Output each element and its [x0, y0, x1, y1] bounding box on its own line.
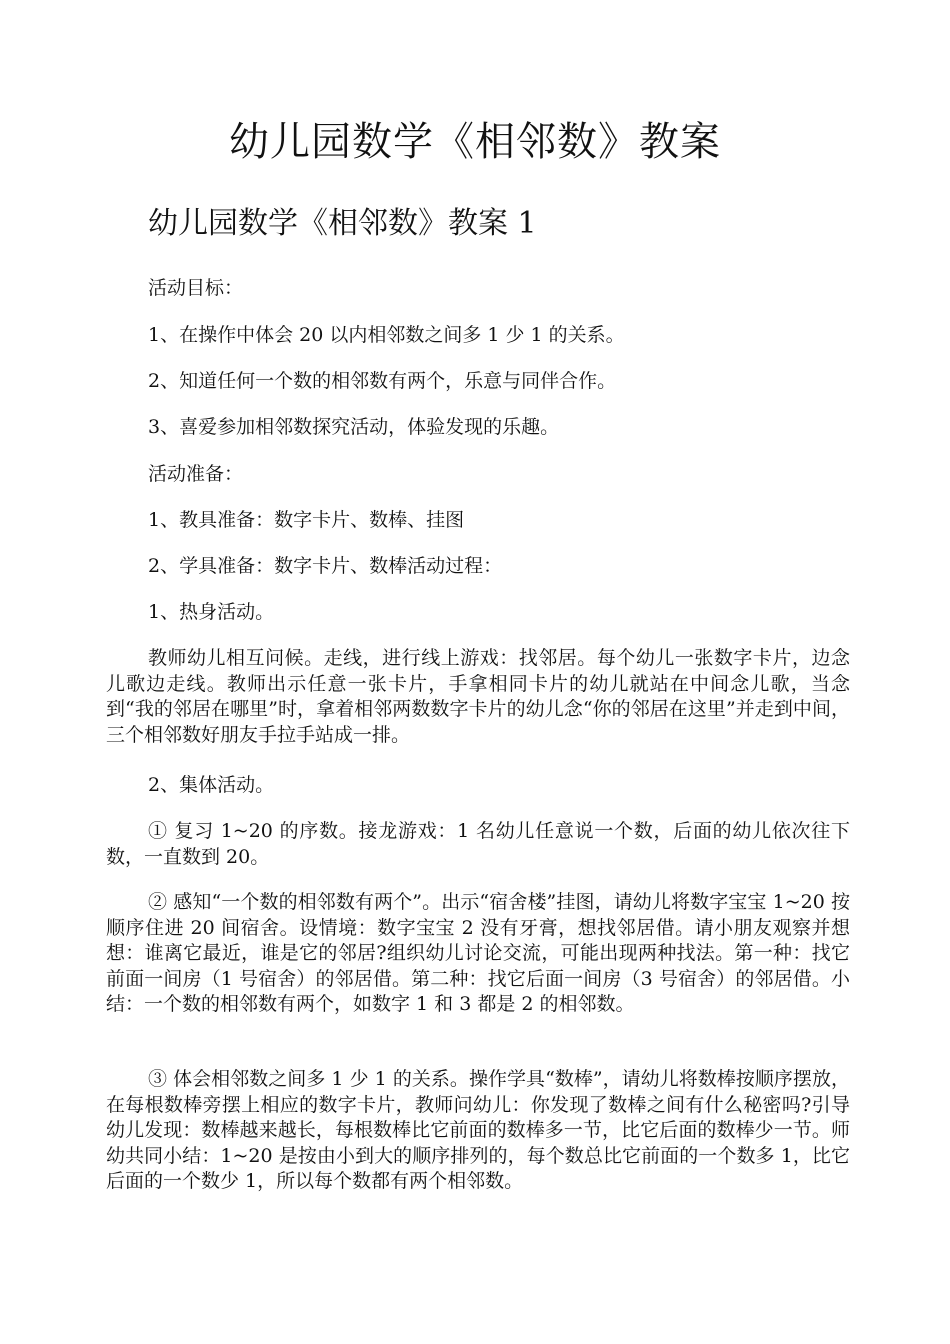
preparation-item: 1、教具准备：数字卡片、数棒、挂图 — [148, 509, 465, 531]
objective-item: 1、在操作中体会 20 以内相邻数之间多 1 少 1 的关系。 — [148, 324, 625, 346]
preparation-item: 2、学具准备：数字卡片、数棒活动过程： — [148, 555, 503, 577]
section-title: 幼儿园数学《相邻数》教案 1 — [148, 206, 537, 241]
step-heading-warmup: 1、热身活动。 — [148, 601, 275, 623]
heading-objectives: 活动目标： — [148, 277, 244, 299]
objective-item: 2、知道任何一个数的相邻数有两个，乐意与同伴合作。 — [148, 370, 617, 392]
paragraph-step-1: ① 复习 1~20 的序数。接龙游戏：1 名幼儿任意说一个数，后面的幼儿依次往下数，一直数到 20。 — [106, 820, 850, 868]
step-heading-group: 2、集体活动。 — [148, 774, 275, 796]
heading-preparation: 活动准备： — [148, 463, 244, 485]
document-title: 幼儿园数学《相邻数》教案 — [229, 119, 721, 165]
paragraph-warmup: 教师幼儿相互问候。走线，进行线上游戏：找邻居。每个幼儿一张数字卡片，边念儿歌边走线。教师出示任意一张卡片，手拿相同卡片的幼儿就站在中间念儿歌，当念到“我的邻居在哪里”时，拿着相邻两数数字卡片的幼儿念“你的邻居在这里”并走到中间，三个相邻数好朋友手拉手站成一排。 — [106, 647, 850, 746]
paragraph-step-3: ③ 体会相邻数之间多 1 少 1 的关系。操作学具“数棒”，请幼儿将数棒按顺序摆放，在每根数棒旁摆上相应的数字卡片，教师问幼儿：你发现了数棒之间有什么秘密吗?引导幼儿发现：数棒越来越长，每根数棒比它前面的数棒多一节，比它后面的数棒少一节。师幼共同小结：1~20 是按由小到大的顺序排列的，每个数总比它前面的一个数多 1，比它后面的一个数少 1，所以每个数都有两个相邻数。 — [106, 1068, 850, 1193]
paragraph-step-2: ② 感知“一个数的相邻数有两个”。出示“宿舍楼”挂图，请幼儿将数字宝宝 1~20 按顺序住进 20 间宿舍。设情境：数字宝宝 2 没有牙膏，想找邻居借。请小朋友观察并想想：谁离它最近，谁是它的邻居?组织幼儿讨论交流，可能出现两种找法。第一种：找它前面一间房（1 号宿舍）的邻居借。第二种：找它后面一间房（3 号宿舍）的邻居借。小结：一个数的相邻数有两个，如数字 1 和 3 都是 2 的相邻数。 — [106, 891, 850, 1016]
objective-item: 3、喜爱参加相邻数探究活动，体验发现的乐趣。 — [148, 416, 560, 438]
